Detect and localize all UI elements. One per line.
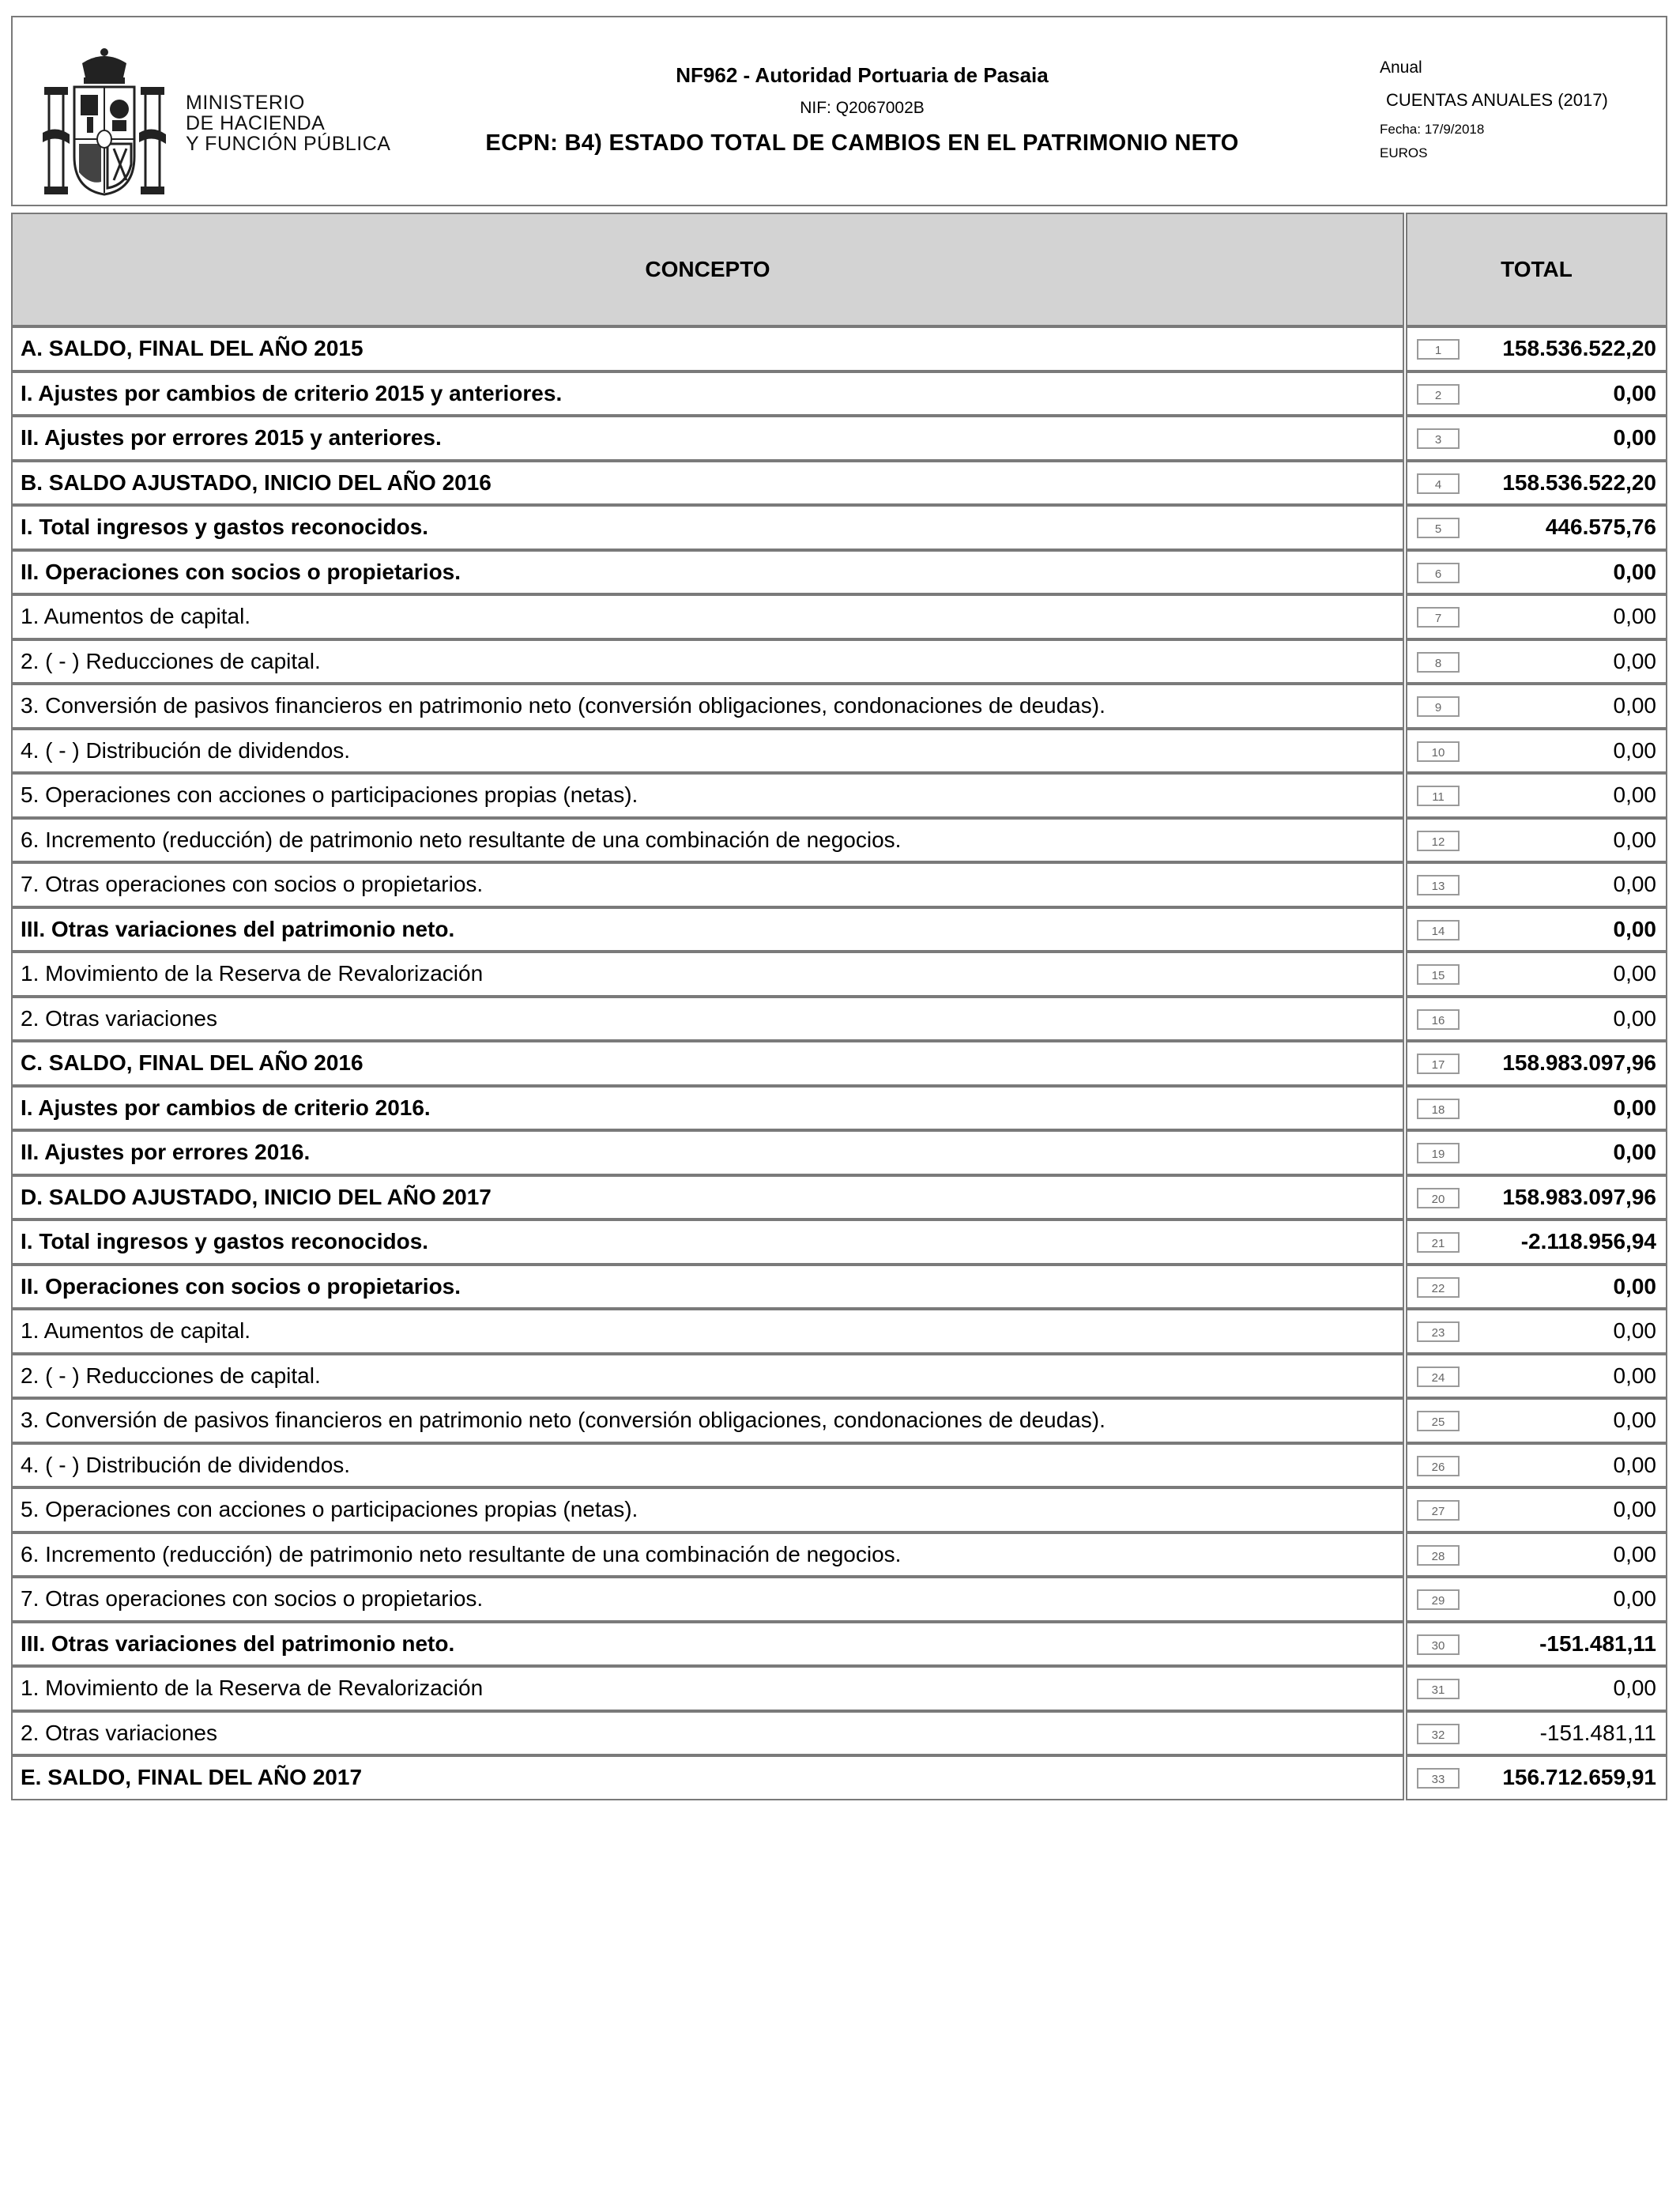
row-total <box>1406 773 1667 818</box>
row-number-box: 10 <box>1417 741 1460 762</box>
table-row <box>11 1622 1667 1667</box>
entity-name: NF962 - Autoridad Portuaria de Pasaia <box>676 63 1049 87</box>
equity-changes-table <box>11 213 1667 1800</box>
row-value: 0,00 <box>1613 1095 1656 1120</box>
row-total <box>1406 594 1667 639</box>
row-value: 0,00 <box>1613 916 1656 941</box>
row-number-box: 24 <box>1417 1367 1460 1387</box>
row-number-box: 4 <box>1417 473 1460 494</box>
row-label: 2. Otras variaciones <box>21 1005 217 1031</box>
row-number-box: 33 <box>1417 1768 1460 1789</box>
row-label: 1. Aumentos de capital. <box>21 604 251 629</box>
row-concept <box>11 997 1404 1042</box>
row-value: -151.481,11 <box>1539 1630 1656 1656</box>
row-value: 0,00 <box>1613 1140 1656 1164</box>
row-label: 5. Operaciones con acciones o participaciones propias (netas). <box>21 782 638 808</box>
row-label: 3. Conversión de pasivos financieros en patrimonio neto (conversión obligaciones, condonaciones de deudas). <box>21 1408 1106 1433</box>
row-label: B. SALDO AJUSTADO, INICIO DEL AÑO 2016 <box>21 469 492 495</box>
row-concept <box>11 907 1404 952</box>
row-total <box>1406 1041 1667 1086</box>
column-header-total: TOTAL <box>1406 213 1667 326</box>
row-label: 7. Otras operaciones con socios o propietarios. <box>21 872 484 897</box>
row-concept <box>11 1354 1404 1399</box>
table-row <box>11 952 1667 997</box>
row-total <box>1406 729 1667 774</box>
row-total <box>1406 1487 1667 1532</box>
row-number-box: 5 <box>1417 518 1460 538</box>
row-total <box>1406 862 1667 907</box>
row-concept <box>11 862 1404 907</box>
row-total <box>1406 952 1667 997</box>
row-total <box>1406 1220 1667 1265</box>
row-total <box>1406 639 1667 684</box>
row-value: 0,00 <box>1613 1273 1656 1299</box>
row-total <box>1406 1265 1667 1310</box>
row-label: 1. Movimiento de la Reserva de Revalorización <box>21 1676 484 1701</box>
ministry-line: Y FUNCIÓN PÚBLICA <box>186 133 391 155</box>
row-label: II. Operaciones con socios o propietarios. <box>21 559 461 584</box>
table-body <box>11 326 1667 1800</box>
row-total <box>1406 416 1667 461</box>
row-number-box: 31 <box>1417 1679 1460 1699</box>
table-row <box>11 1175 1667 1220</box>
row-concept <box>11 1175 1404 1220</box>
row-concept <box>11 550 1404 595</box>
table-row <box>11 371 1667 417</box>
table-row <box>11 326 1667 371</box>
table-row <box>11 1577 1667 1622</box>
row-number-box: 2 <box>1417 384 1460 405</box>
ministry-line: DE HACIENDA <box>186 112 326 134</box>
report-identification <box>408 63 1317 156</box>
table-row <box>11 594 1667 639</box>
row-number-box: 6 <box>1417 563 1460 583</box>
row-concept <box>11 461 1404 506</box>
row-number-box: 30 <box>1417 1634 1460 1655</box>
row-number-box: 13 <box>1417 875 1460 895</box>
row-number-box: 9 <box>1417 696 1460 717</box>
ministry-name <box>186 92 390 154</box>
period-type: Anual <box>1380 58 1422 77</box>
row-concept <box>11 1265 1404 1310</box>
row-label: II. Operaciones con socios o propietarios. <box>21 1273 461 1299</box>
row-concept <box>11 594 1404 639</box>
row-value: 0,00 <box>1613 1586 1656 1611</box>
row-number-box: 17 <box>1417 1054 1460 1074</box>
row-value: -151.481,11 <box>1539 1720 1656 1745</box>
row-total <box>1406 1086 1667 1131</box>
row-number-box: 29 <box>1417 1589 1460 1610</box>
row-total <box>1406 371 1667 417</box>
row-label: II. Ajustes por errores 2016. <box>21 1140 311 1165</box>
row-label: C. SALDO, FINAL DEL AÑO 2016 <box>21 1050 363 1076</box>
table-row <box>11 1532 1667 1578</box>
row-concept <box>11 1577 1404 1622</box>
row-label: I. Total ingresos y gastos reconocidos. <box>21 1229 429 1254</box>
table-row <box>11 818 1667 863</box>
table-row <box>11 1309 1667 1354</box>
table-row <box>11 862 1667 907</box>
row-total <box>1406 1711 1667 1756</box>
row-value: 0,00 <box>1613 380 1656 405</box>
row-concept <box>11 952 1404 997</box>
row-number-box: 26 <box>1417 1456 1460 1476</box>
table-row <box>11 550 1667 595</box>
coat-of-arms-icon <box>41 46 168 198</box>
table-row <box>11 773 1667 818</box>
row-label: 2. ( - ) Reducciones de capital. <box>21 648 321 673</box>
row-concept <box>11 639 1404 684</box>
row-total <box>1406 1666 1667 1711</box>
document-type: CUENTAS ANUALES (2017) <box>1386 90 1608 110</box>
row-value: 0,00 <box>1613 961 1656 986</box>
row-number-box: 32 <box>1417 1724 1460 1744</box>
row-label: 6. Incremento (reducción) de patrimonio neto resultante de una combinación de negocios. <box>21 1541 902 1566</box>
row-total <box>1406 818 1667 863</box>
table-row <box>11 997 1667 1042</box>
row-total <box>1406 1755 1667 1800</box>
row-value: 0,00 <box>1613 1363 1656 1388</box>
row-number-box: 3 <box>1417 428 1460 449</box>
row-concept <box>11 416 1404 461</box>
row-total <box>1406 1130 1667 1175</box>
row-concept <box>11 1622 1404 1667</box>
row-concept <box>11 505 1404 550</box>
row-label: 5. Operaciones con acciones o participaciones propias (netas). <box>21 1497 638 1522</box>
table-row <box>11 416 1667 461</box>
row-label: 4. ( - ) Distribución de dividendos. <box>21 737 351 763</box>
report-date: Fecha: 17/9/2018 <box>1380 122 1485 137</box>
row-value: 0,00 <box>1613 559 1656 584</box>
row-value: 158.983.097,96 <box>1502 1050 1656 1075</box>
row-label: 1. Aumentos de capital. <box>21 1318 251 1344</box>
row-label: II. Ajustes por errores 2015 y anteriores. <box>21 425 442 450</box>
row-label: A. SALDO, FINAL DEL AÑO 2015 <box>21 336 363 361</box>
row-number-box: 19 <box>1417 1143 1460 1163</box>
row-number-box: 22 <box>1417 1277 1460 1298</box>
row-value: 0,00 <box>1613 1541 1656 1566</box>
row-value: 0,00 <box>1613 425 1656 450</box>
row-number-box: 27 <box>1417 1500 1460 1521</box>
document-header <box>11 16 1667 206</box>
row-label: I. Ajustes por cambios de criterio 2016. <box>21 1095 431 1120</box>
row-total <box>1406 461 1667 506</box>
row-total <box>1406 907 1667 952</box>
report-metadata <box>1380 58 1664 161</box>
row-concept <box>11 371 1404 417</box>
row-label: 3. Conversión de pasivos financieros en patrimonio neto (conversión obligaciones, condonaciones de deudas). <box>21 693 1106 718</box>
row-value: 0,00 <box>1613 1676 1656 1700</box>
row-number-box: 23 <box>1417 1321 1460 1342</box>
row-concept <box>11 1398 1404 1443</box>
table-row <box>11 1755 1667 1800</box>
row-number-box: 21 <box>1417 1232 1460 1253</box>
row-total <box>1406 684 1667 729</box>
row-number-box: 20 <box>1417 1188 1460 1208</box>
row-value: 158.983.097,96 <box>1502 1184 1656 1209</box>
row-total <box>1406 326 1667 371</box>
row-concept <box>11 1130 1404 1175</box>
table-row <box>11 1265 1667 1310</box>
column-header-concept: CONCEPTO <box>11 213 1404 326</box>
row-concept <box>11 1755 1404 1800</box>
row-number-box: 7 <box>1417 607 1460 628</box>
row-value: 0,00 <box>1613 1497 1656 1521</box>
row-value: 0,00 <box>1613 1408 1656 1432</box>
row-total <box>1406 1309 1667 1354</box>
row-number-box: 11 <box>1417 786 1460 806</box>
row-concept <box>11 684 1404 729</box>
row-concept <box>11 1443 1404 1488</box>
row-concept <box>11 1041 1404 1086</box>
row-value: 0,00 <box>1613 737 1656 763</box>
row-concept <box>11 1309 1404 1354</box>
row-label: 7. Otras operaciones con socios o propietarios. <box>21 1586 484 1612</box>
table-row <box>11 1487 1667 1532</box>
row-concept <box>11 1666 1404 1711</box>
table-row <box>11 1130 1667 1175</box>
row-total <box>1406 550 1667 595</box>
table-row <box>11 1354 1667 1399</box>
table-row <box>11 1666 1667 1711</box>
row-concept <box>11 729 1404 774</box>
report-title: ECPN: B4) ESTADO TOTAL DE CAMBIOS EN EL PATRIMONIO NETO <box>485 130 1239 156</box>
table-row <box>11 461 1667 506</box>
table-row <box>11 1041 1667 1086</box>
row-total <box>1406 1398 1667 1443</box>
table-row <box>11 1711 1667 1756</box>
row-number-box: 15 <box>1417 964 1460 985</box>
row-value: 0,00 <box>1613 782 1656 807</box>
row-total <box>1406 997 1667 1042</box>
row-value: 0,00 <box>1613 1318 1656 1343</box>
row-number-box: 18 <box>1417 1099 1460 1119</box>
row-number-box: 25 <box>1417 1411 1460 1431</box>
row-concept <box>11 1711 1404 1756</box>
table-row <box>11 907 1667 952</box>
table-row <box>11 1443 1667 1488</box>
row-value: 0,00 <box>1613 648 1656 673</box>
table-row <box>11 1086 1667 1131</box>
row-number-box: 16 <box>1417 1009 1460 1030</box>
row-label: 1. Movimiento de la Reserva de Revalorización <box>21 961 484 986</box>
row-concept <box>11 326 1404 371</box>
table-row <box>11 729 1667 774</box>
currency-label: EUROS <box>1380 145 1428 160</box>
row-concept <box>11 773 1404 818</box>
row-number-box: 1 <box>1417 339 1460 360</box>
row-label: 4. ( - ) Distribución de dividendos. <box>21 1452 351 1477</box>
row-concept <box>11 1487 1404 1532</box>
row-value: 0,00 <box>1613 872 1656 896</box>
table-row <box>11 684 1667 729</box>
table-row <box>11 505 1667 550</box>
row-number-box: 8 <box>1417 652 1460 673</box>
row-concept <box>11 1220 1404 1265</box>
row-total <box>1406 1175 1667 1220</box>
row-concept <box>11 1086 1404 1131</box>
row-value: 156.712.659,91 <box>1502 1765 1656 1789</box>
table-row <box>11 1220 1667 1265</box>
row-total <box>1406 505 1667 550</box>
row-total <box>1406 1577 1667 1622</box>
row-label: 2. Otras variaciones <box>21 1720 217 1745</box>
row-value: 158.536.522,20 <box>1502 469 1656 495</box>
row-total <box>1406 1532 1667 1578</box>
table-header <box>11 213 1667 326</box>
row-value: 0,00 <box>1613 693 1656 718</box>
row-label: D. SALDO AJUSTADO, INICIO DEL AÑO 2017 <box>21 1184 492 1209</box>
row-value: -2.118.956,94 <box>1520 1229 1656 1253</box>
row-number-box: 14 <box>1417 920 1460 941</box>
table-row <box>11 639 1667 684</box>
entity-nif: NIF: Q2067002B <box>800 99 925 117</box>
row-value: 0,00 <box>1613 1452 1656 1477</box>
row-number-box: 28 <box>1417 1545 1460 1566</box>
row-value: 446.575,76 <box>1545 515 1656 539</box>
row-label: I. Total ingresos y gastos reconocidos. <box>21 515 429 540</box>
row-label: 6. Incremento (reducción) de patrimonio neto resultante de una combinación de negocios. <box>21 827 902 852</box>
row-value: 158.536.522,20 <box>1502 336 1656 360</box>
row-concept <box>11 1532 1404 1578</box>
row-total <box>1406 1443 1667 1488</box>
ministry-line: MINISTERIO <box>186 92 305 114</box>
table-row <box>11 1398 1667 1443</box>
row-label: 2. ( - ) Reducciones de capital. <box>21 1363 321 1388</box>
row-value: 0,00 <box>1613 1005 1656 1031</box>
row-label: E. SALDO, FINAL DEL AÑO 2017 <box>21 1765 363 1790</box>
row-value: 0,00 <box>1613 827 1656 852</box>
row-total <box>1406 1622 1667 1667</box>
row-concept <box>11 818 1404 863</box>
row-value: 0,00 <box>1613 604 1656 628</box>
row-label: I. Ajustes por cambios de criterio 2015 y anteriores. <box>21 380 563 405</box>
row-label: III. Otras variaciones del patrimonio neto. <box>21 916 455 941</box>
row-total <box>1406 1354 1667 1399</box>
row-number-box: 12 <box>1417 831 1460 851</box>
row-label: III. Otras variaciones del patrimonio neto. <box>21 1630 455 1656</box>
